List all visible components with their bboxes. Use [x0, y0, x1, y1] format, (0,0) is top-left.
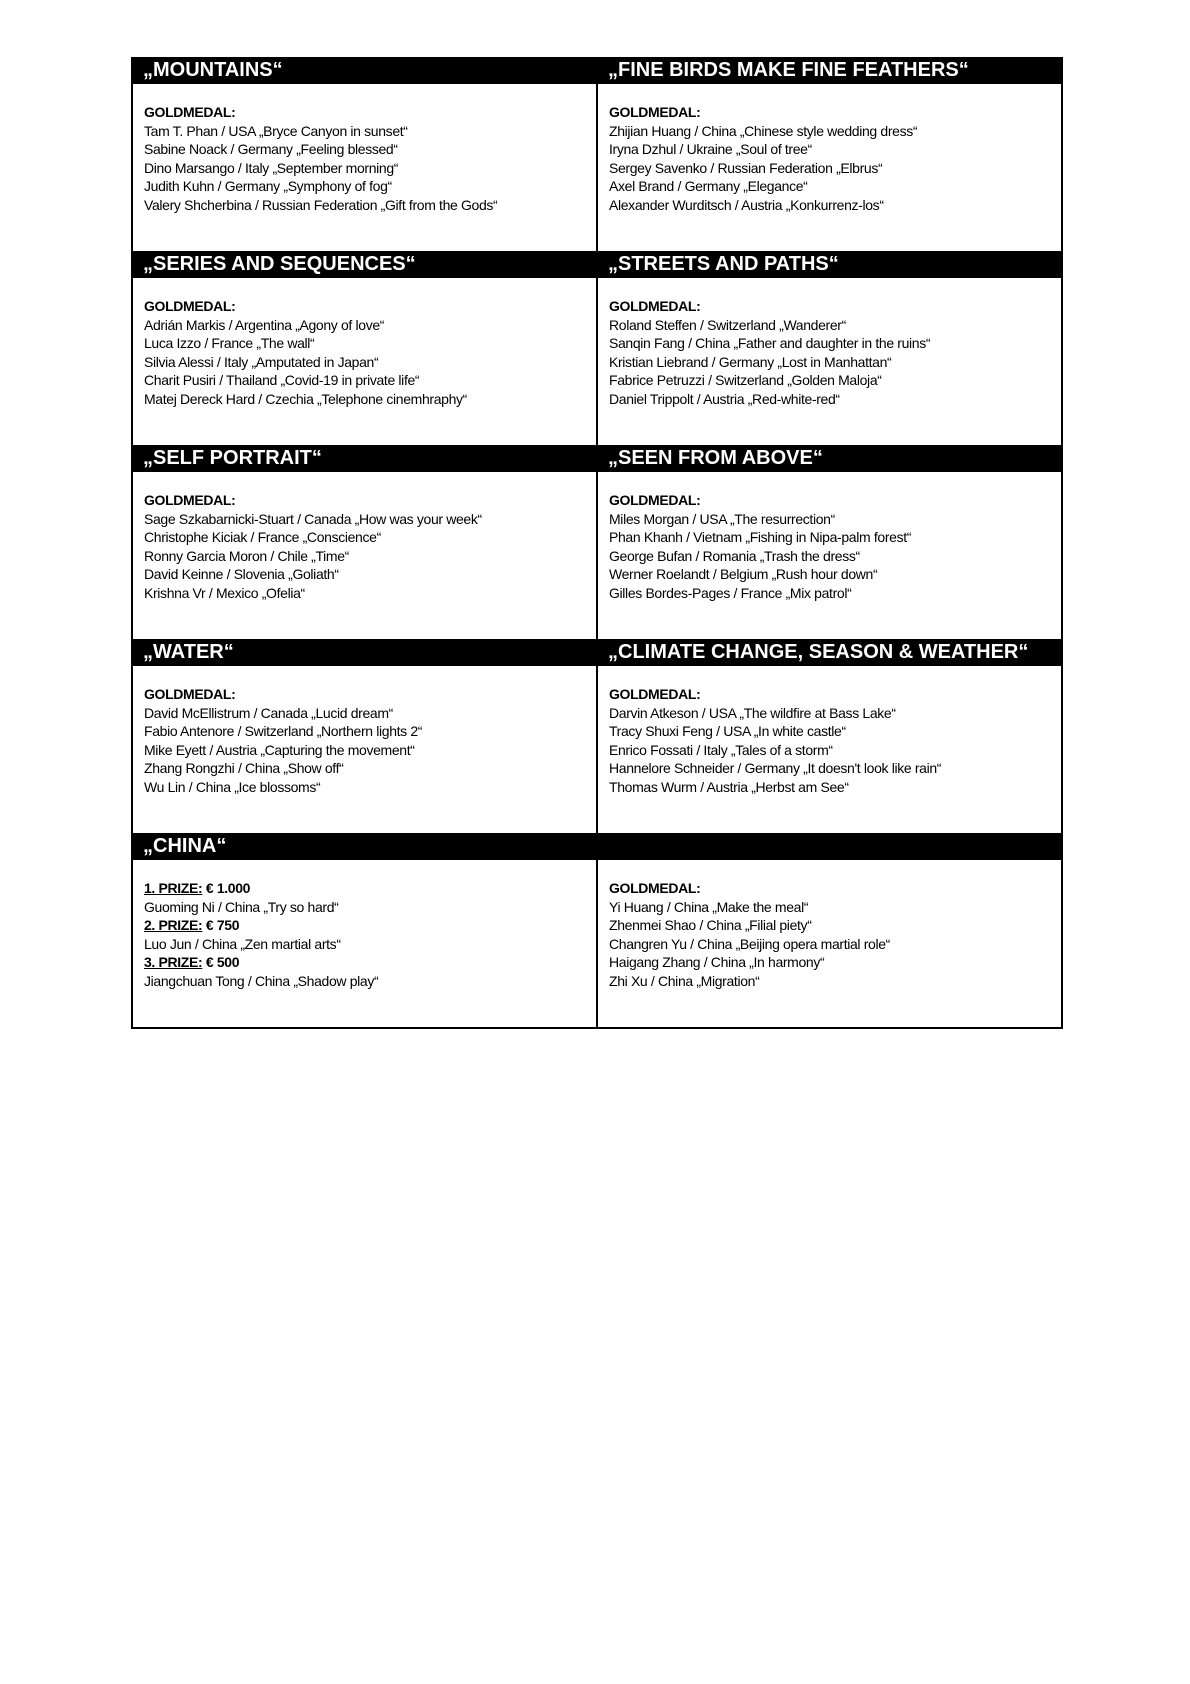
award-label: GOLDMEDAL:: [144, 686, 236, 702]
winner-entry: Fabio Antenore / Switzerland „Northern lights 2“: [144, 723, 423, 739]
award-label: GOLDMEDAL:: [609, 686, 701, 702]
prize-winner: Jiangchuan Tong / China „Shadow play“: [144, 972, 379, 989]
category-cell: [132, 277, 597, 446]
winner-entry: Valery Shcherbina / Russian Federation „Gift from the Gods“: [144, 196, 498, 213]
award-label: GOLDMEDAL:: [609, 492, 701, 508]
category-title: „STREETS AND PATHS“: [597, 252, 1062, 277]
category-title: „CLIMATE CHANGE, SEASON & WEATHER“: [597, 640, 1062, 665]
prize-amount: € 750: [202, 917, 240, 933]
winner-entry: Hannelore Schneider / Germany „It doesn't look like rain“: [609, 760, 942, 776]
winner-entry: Zhi Xu / China „Migration“: [609, 972, 760, 989]
winner-entry: Thomas Wurm / Austria „Herbst am See“: [609, 778, 849, 795]
category-body-row: [132, 665, 1062, 834]
category-cell: [132, 665, 597, 834]
category-cell: [132, 471, 597, 640]
winner-entry: Werner Roelandt / Belgium „Rush hour down“: [609, 566, 878, 582]
winner-entry: Silvia Alessi / Italy „Amputated in Japan“: [144, 353, 379, 370]
winner-entry: Judith Kuhn / Germany „Symphony of fog“: [144, 178, 392, 194]
winner-entry: David Keinne / Slovenia „Goliath“: [144, 566, 339, 582]
category-cell: [597, 859, 1062, 1028]
winner-entry: Darvin Atkeson / USA „The wildfire at Bass Lake“: [609, 704, 896, 721]
category-title: „SERIES AND SEQUENCES“: [132, 252, 597, 277]
category-header-row: [132, 834, 1062, 859]
category-cell: [597, 277, 1062, 446]
prize-line: [144, 879, 586, 898]
winner-entry: Zhijian Huang / China „Chinese style wedding dress“: [609, 122, 918, 139]
award-label: GOLDMEDAL:: [144, 298, 236, 314]
winner-entry: Sage Szkabarnicki-Stuart / Canada „How was your week“: [144, 510, 482, 527]
prize-cell: [132, 859, 597, 1028]
winner-entry: Phan Khanh / Vietnam „Fishing in Nipa-palm forest“: [609, 529, 912, 545]
prize-line: [144, 916, 586, 935]
category-title: „SELF PORTRAIT“: [132, 446, 597, 471]
prize-label: 3. PRIZE:: [144, 954, 203, 970]
prize-amount: € 1.000: [202, 880, 251, 896]
winner-entry: Yi Huang / China „Make the meal“: [609, 898, 809, 915]
winner-entry: Ronny Garcia Moron / Chile „Time“: [144, 547, 349, 564]
category-header-row: [132, 252, 1062, 277]
category-title: „SEEN FROM ABOVE“: [597, 446, 1062, 471]
winner-entry: Wu Lin / China „Ice blossoms“: [144, 778, 321, 795]
category-cell: [597, 665, 1062, 834]
prize-line: [144, 953, 586, 972]
category-header-row: [132, 640, 1062, 665]
winner-entry: David McEllistrum / Canada „Lucid dream“: [144, 704, 393, 721]
prize-winner: Guoming Ni / China „Try so hard“: [144, 898, 339, 915]
winner-entry: Kristian Liebrand / Germany „Lost in Manhattan“: [609, 353, 892, 370]
winner-entry: Christophe Kiciak / France „Conscience“: [144, 529, 381, 545]
winner-entry: Zhenmei Shao / China „Filial piety“: [609, 917, 812, 933]
prize-label: 1. PRIZE:: [144, 880, 203, 896]
category-title: „FINE BIRDS MAKE FINE FEATHERS“: [597, 58, 1062, 83]
prize-label: 2. PRIZE:: [144, 917, 203, 933]
category-body-row: [132, 471, 1062, 640]
winner-entry: Adrián Markis / Argentina „Agony of love“: [144, 316, 385, 333]
winner-entry: George Bufan / Romania „Trash the dress“: [609, 547, 860, 564]
category-cell: [597, 83, 1062, 252]
winner-entry: Iryna Dzhul / Ukraine „Soul of tree“: [609, 141, 812, 157]
winner-entry: Zhang Rongzhi / China „Show off“: [144, 760, 344, 776]
category-header-row: [132, 446, 1062, 471]
winner-entry: Tracy Shuxi Feng / USA „In white castle“: [609, 723, 846, 739]
award-label: GOLDMEDAL:: [609, 298, 701, 314]
category-body-row: [132, 277, 1062, 446]
winner-entry: Dino Marsango / Italy „September morning“: [144, 159, 399, 176]
winner-entry: Sabine Noack / Germany „Feeling blessed“: [144, 141, 398, 157]
winner-entry: Daniel Trippolt / Austria „Red-white-red“: [609, 390, 840, 407]
award-label: GOLDMEDAL:: [144, 492, 236, 508]
award-label: GOLDMEDAL:: [609, 880, 701, 896]
winner-entry: Alexander Wurditsch / Austria „Konkurrenz-los“: [609, 196, 884, 213]
winner-entry: Enrico Fossati / Italy „Tales of a storm“: [609, 741, 833, 758]
category-title-empty: [597, 834, 1062, 859]
winner-entry: Miles Morgan / USA „The resurrection“: [609, 510, 835, 527]
winner-entry: Charit Pusiri / Thailand „Covid-19 in private life“: [144, 372, 420, 388]
prize-winner: Luo Jun / China „Zen martial arts“: [144, 935, 341, 952]
award-label: GOLDMEDAL:: [144, 104, 236, 120]
winner-entry: Axel Brand / Germany „Elegance“: [609, 178, 808, 194]
results-table: [131, 57, 1063, 1029]
winner-entry: Sergey Savenko / Russian Federation „Elbrus“: [609, 159, 883, 176]
winner-entry: Krishna Vr / Mexico „Ofelia“: [144, 584, 305, 601]
winner-entry: Sanqin Fang / China „Father and daughter in the ruins“: [609, 335, 931, 351]
prize-amount: € 500: [202, 954, 240, 970]
category-body-row: [132, 859, 1062, 1028]
category-header-row: [132, 58, 1062, 83]
category-cell: [132, 83, 597, 252]
winner-entry: Fabrice Petruzzi / Switzerland „Golden Maloja“: [609, 372, 882, 388]
winner-entry: Matej Dereck Hard / Czechia „Telephone cinemhraphy“: [144, 390, 467, 407]
winner-entry: Gilles Bordes-Pages / France „Mix patrol“: [609, 584, 852, 601]
category-title: „MOUNTAINS“: [132, 58, 597, 83]
winner-entry: Roland Steffen / Switzerland „Wanderer“: [609, 316, 846, 333]
winner-entry: Changren Yu / China „Beijing opera martial role“: [609, 935, 890, 952]
winner-entry: Luca Izzo / France „The wall“: [144, 335, 315, 351]
category-title: „CHINA“: [132, 834, 597, 859]
category-title: „WATER“: [132, 640, 597, 665]
category-cell: [597, 471, 1062, 640]
category-body-row: [132, 83, 1062, 252]
award-label: GOLDMEDAL:: [609, 104, 701, 120]
winner-entry: Mike Eyett / Austria „Capturing the movement“: [144, 741, 415, 758]
winner-entry: Haigang Zhang / China „In harmony“: [609, 954, 825, 970]
winner-entry: Tam T. Phan / USA „Bryce Canyon in sunset“: [144, 122, 408, 139]
